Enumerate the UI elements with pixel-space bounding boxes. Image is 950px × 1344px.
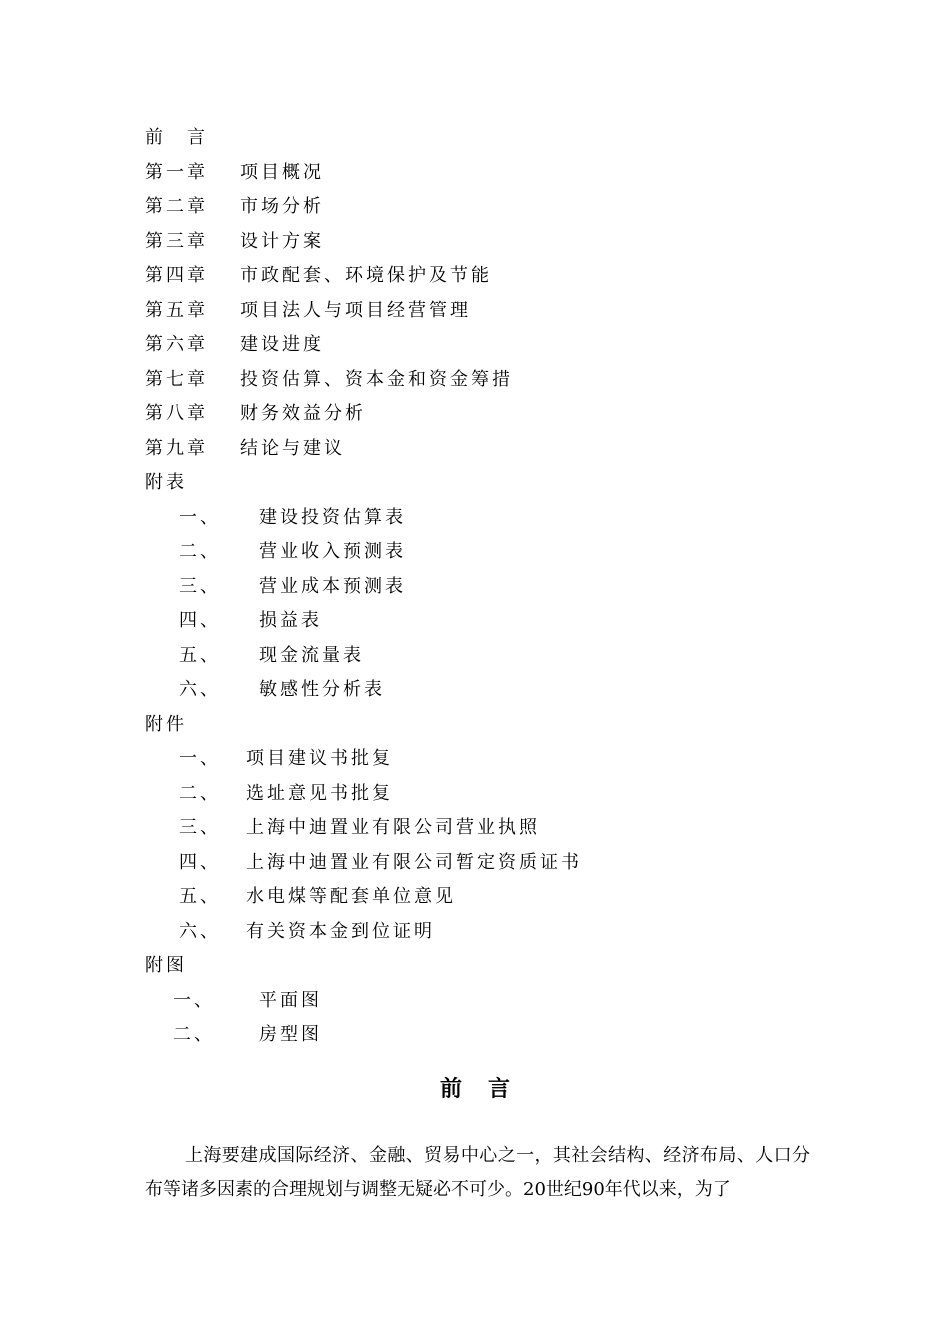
item-title: 水电煤等配套单位意见 bbox=[246, 886, 456, 907]
chapter-title: 结论与建议 bbox=[240, 437, 345, 459]
toc-chapter bbox=[145, 294, 825, 329]
chapter-title: 市政配套、环境保护及节能 bbox=[240, 265, 492, 286]
chapter-title: 项目概况 bbox=[240, 161, 324, 183]
item-title: 房型图 bbox=[259, 1024, 322, 1045]
section-heading: 附表 bbox=[145, 472, 187, 493]
chapter-number: 第七章 bbox=[145, 368, 208, 390]
toc-chapter bbox=[145, 156, 825, 191]
attachment-item bbox=[145, 742, 825, 777]
chapter-title: 投资估算、资本金和资金筹措 bbox=[240, 368, 513, 390]
toc-chapter bbox=[145, 432, 825, 467]
item-title: 平面图 bbox=[259, 989, 322, 1011]
attached-figures-heading bbox=[145, 949, 825, 984]
section-heading: 附件 bbox=[145, 713, 187, 735]
attached-figure-item bbox=[145, 984, 825, 1019]
item-title: 损益表 bbox=[259, 610, 322, 631]
item-number: 四、 bbox=[179, 851, 221, 873]
item-number: 一、 bbox=[179, 506, 221, 528]
attached-table-item bbox=[145, 604, 825, 639]
chapter-number: 第二章 bbox=[145, 196, 208, 217]
item-title: 选址意见书批复 bbox=[246, 782, 393, 804]
chapter-title: 市场分析 bbox=[240, 196, 324, 217]
toc-chapter bbox=[145, 225, 825, 260]
item-number: 六、 bbox=[179, 679, 221, 700]
item-number: 一、 bbox=[173, 989, 215, 1011]
toc-chapter bbox=[145, 190, 825, 225]
attached-table-item bbox=[145, 639, 825, 674]
item-title: 营业成本预测表 bbox=[259, 575, 406, 597]
item-number: 三、 bbox=[179, 575, 221, 597]
attachment-item bbox=[145, 915, 825, 950]
chapter-title: 财务效益分析 bbox=[240, 403, 366, 424]
preface-paragraph: 上海要建成国际经济、金融、贸易中心之一，其社会结构、经济布局、人口分布等诸多因素的合理规划与调整无疑必不可少。20世纪90年代以来，为了 bbox=[145, 1145, 810, 1200]
item-number: 二、 bbox=[179, 541, 221, 562]
item-title: 上海中迪置业有限公司暂定资质证书 bbox=[246, 851, 582, 873]
item-title: 建设投资估算表 bbox=[259, 506, 406, 528]
chapter-title: 设计方案 bbox=[240, 230, 324, 252]
chapter-number: 第一章 bbox=[145, 161, 208, 183]
item-title: 敏感性分析表 bbox=[259, 679, 385, 700]
attachment-item bbox=[145, 846, 825, 881]
item-number: 二、 bbox=[173, 1024, 215, 1045]
attached-tables-heading bbox=[145, 466, 825, 501]
toc-chapter bbox=[145, 397, 825, 432]
item-number: 三、 bbox=[179, 817, 221, 838]
toc-chapter bbox=[145, 363, 825, 398]
item-title: 项目建议书批复 bbox=[246, 748, 393, 769]
chapter-number: 第四章 bbox=[145, 265, 208, 286]
attached-table-item bbox=[145, 535, 825, 570]
item-number: 六、 bbox=[179, 920, 221, 942]
item-number: 五、 bbox=[179, 886, 221, 907]
attached-table-item bbox=[145, 501, 825, 536]
table-of-contents bbox=[145, 121, 825, 1053]
item-title: 有关资本金到位证明 bbox=[246, 920, 435, 942]
toc-chapter bbox=[145, 328, 825, 363]
attachment-item bbox=[145, 880, 825, 915]
toc-preface-label: 前 言 bbox=[145, 127, 208, 148]
chapter-number: 第九章 bbox=[145, 437, 208, 459]
chapter-title: 项目法人与项目经营管理 bbox=[240, 299, 471, 321]
attachments-heading bbox=[145, 708, 825, 743]
item-title: 营业收入预测表 bbox=[259, 541, 406, 562]
toc-preface bbox=[145, 121, 825, 156]
attachment-item bbox=[145, 777, 825, 812]
item-number: 五、 bbox=[179, 644, 221, 666]
chapter-number: 第五章 bbox=[145, 299, 208, 321]
item-number: 一、 bbox=[179, 748, 221, 769]
item-number: 四、 bbox=[179, 610, 221, 631]
attached-table-item bbox=[145, 570, 825, 605]
attachment-item bbox=[145, 811, 825, 846]
chapter-title: 建设进度 bbox=[240, 334, 324, 355]
attached-figure-item bbox=[145, 1018, 825, 1053]
item-number: 二、 bbox=[179, 782, 221, 804]
attached-table-item bbox=[145, 673, 825, 708]
preface-title: 前言 bbox=[439, 1076, 536, 1102]
section-heading: 附图 bbox=[145, 955, 187, 976]
chapter-number: 第六章 bbox=[145, 334, 208, 355]
item-title: 上海中迪置业有限公司营业执照 bbox=[246, 817, 540, 838]
item-title: 现金流量表 bbox=[259, 644, 364, 666]
toc-chapter bbox=[145, 259, 825, 294]
chapter-number: 第三章 bbox=[145, 230, 208, 252]
chapter-number: 第八章 bbox=[145, 403, 208, 424]
